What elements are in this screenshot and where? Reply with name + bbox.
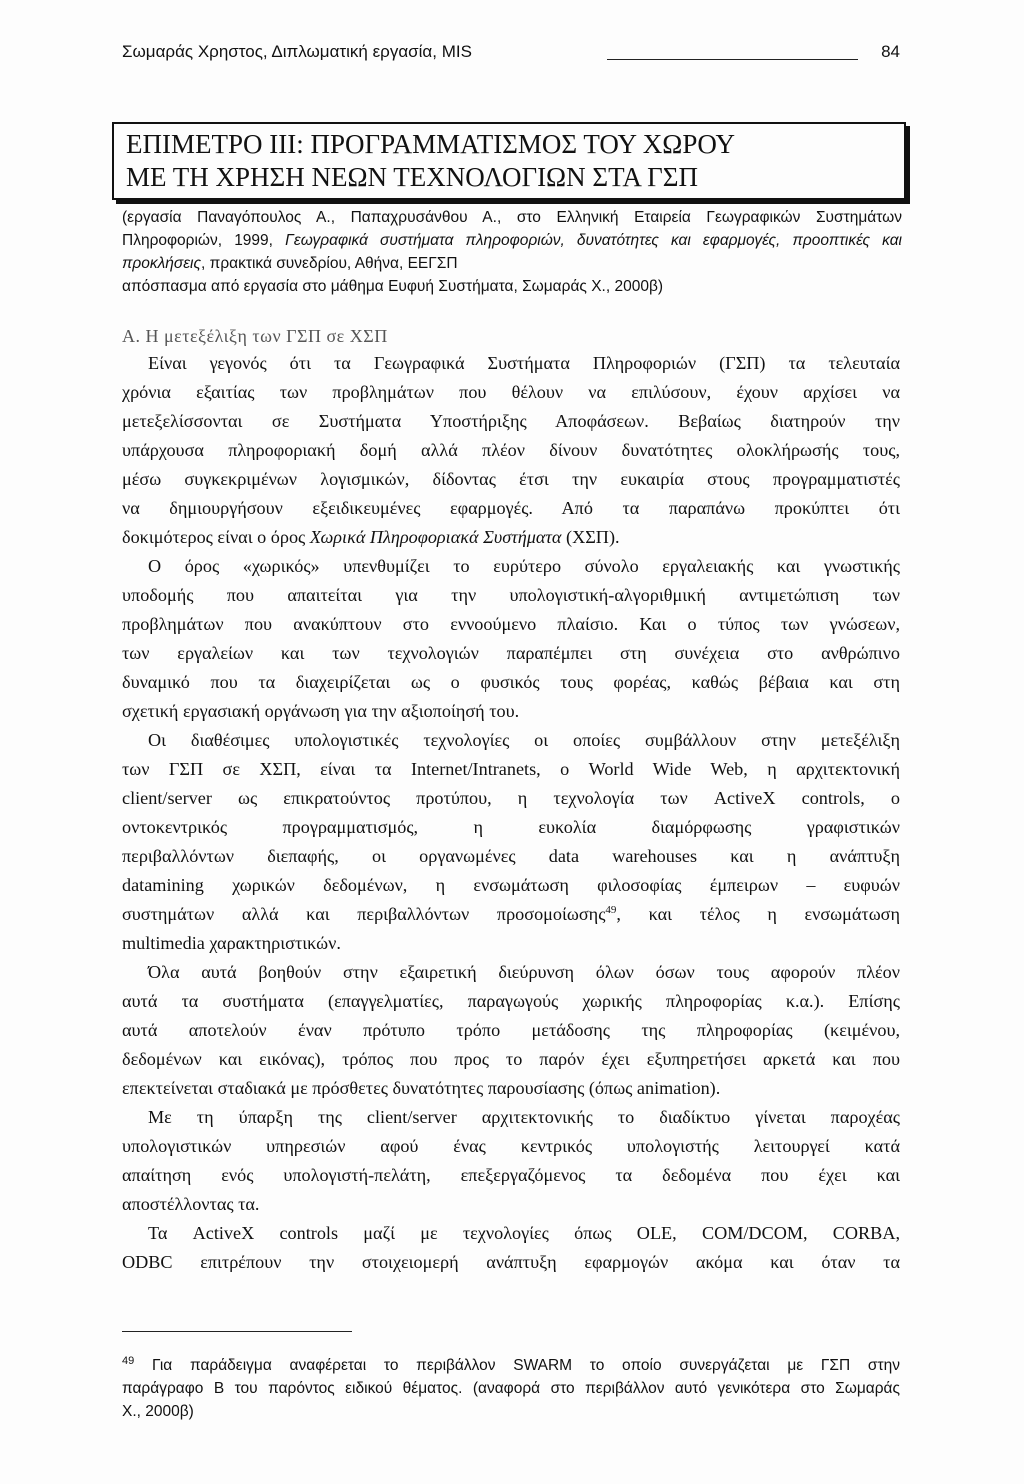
body-line: δεδομένων και εικόνας), τρόπος που προς το παρόν έχει εξυπηρετήσει αρκετά και που — [122, 1049, 900, 1069]
body-line: Οι διαθέσιμες υπολογιστικές τεχνολογίες οι οποίες συμβάλλουν στην μετεξέλιξη — [148, 730, 900, 750]
source-note — [122, 206, 902, 298]
body-line: υπολογιστικών υπηρεσιών αφού ένας κεντρικός υπολογιστής λειτουργεί κατά — [122, 1136, 900, 1156]
body-line: αυτά αποτελούν έναν πρότυπο τρόπο μετάδοσης της πληροφορίας (κειμένου, — [122, 1020, 900, 1040]
body-line: μετεξελίσσονται σε Συστήματα Υποστήριξης Αποφάσεων. Βεβαίως διατηρούν την — [122, 411, 900, 431]
body-line: δυναμικό που τα διαχειρίζεται ως ο φυσικός τους φορέας, καθώς βέβαια και στη — [122, 672, 900, 692]
body-text — [122, 349, 900, 1277]
body-line: υποδομής που απαιτείται για την υπολογιστική-αλγοριθμική αντιμετώπιση των — [122, 585, 900, 605]
source-book-title: Γεωγραφικά συστήματα πληροφοριών, δυνατότητες και εφαρμογές, προοπτικές και — [285, 232, 902, 249]
source-line-4: απόσπασμα από εργασία στο μάθημα Ευφυή Συστήματα, Σωμαράς Χ., 2000β) — [122, 278, 664, 295]
source-book-title-end: προκλήσεις — [122, 255, 202, 272]
body-line: των εργαλείων και των τεχνολογιών παραπέμπει στη συνέχεια στο ανθρώπινο — [122, 643, 900, 663]
body-line: datamining χωρικών δεδομένων, η ενσωμάτωση φιλοσοφίας έμπειρων – ευφυών — [122, 875, 900, 895]
body-line: Ο όρος «χωρικός» υπενθυμίζει το ευρύτερο σύνολο εργαλειακής και γνωστικής — [148, 556, 900, 576]
page-number: 84 — [881, 42, 900, 61]
chapter-title-box — [112, 122, 906, 200]
running-header — [122, 42, 900, 66]
footnote-rule — [122, 1331, 352, 1332]
source-line-2 — [122, 229, 902, 252]
source-line-1: (εργασία Παναγόπουλος Α., Παπαχρυσάνθου Α., στο Ελληνική Εταιρεία Γεωγραφικών Συστημάτων — [122, 209, 902, 226]
body-line-part: (ΧΣΠ). — [561, 527, 620, 547]
header-rule — [607, 59, 858, 60]
body-line: μέσω συγκεκριμένων λογισμικών, δίδοντας έτσι την ευκαιρία στους προγραμματιστές — [122, 469, 900, 489]
source-line-3 — [122, 252, 902, 275]
body-line — [122, 900, 900, 929]
chapter-title-line-2: ΜΕ ΤΗ ΧΡΗΣΗ ΝΕΩΝ ΤΕΧΝΟΛΟΓΙΩΝ ΣΤΑ ΓΣΠ — [126, 162, 698, 192]
footnote-line-3: Χ., 2000β) — [122, 1403, 194, 1420]
source-line-2-a: Πληροφοριών, 1999, — [122, 232, 286, 249]
body-line: προβλημάτων που ανακύπτουν στο εννοούμενο πλαίσιο. Και ο τύπος των γνώσεων, — [122, 614, 900, 634]
source-line-3-b: , πρακτικά συνεδρίου, Αθήνα, ΕΕΓΣΠ — [201, 255, 458, 272]
body-line: ODBC επιτρέπουν την στοιχειομερή ανάπτυξη εφαρμογών ακόμα και όταν τα — [122, 1252, 900, 1272]
body-line-part: συστημάτων αλλά και περιβαλλόντων προσομοίωσης — [122, 904, 606, 924]
body-line: αυτά τα συστήματα (επαγγελματίες, παραγωγούς χωρικής πληροφορίας κ.α.). Επίσης — [122, 991, 900, 1011]
body-line-part: , και τέλος η ενσωμάτωση — [616, 904, 900, 924]
body-line: αποστέλλοντας τα. — [122, 1194, 260, 1214]
body-line: οντοκεντρικός προγραμματισμός, η ευκολία διαμόρφωσης γραφιστικών — [122, 817, 900, 837]
body-line: client/server ως επικρατούντος προτύπου, η τεχνολογία των ActiveX controls, ο — [122, 788, 900, 808]
footnote-marker: 49 — [122, 1354, 135, 1367]
body-line: απαίτηση ενός υπολογιστή-πελάτη, επεξεργαζόμενος τα δεδομένα που έχει και — [122, 1165, 900, 1185]
body-line: Με τη ύπαρξη της client/server αρχιτεκτονικής το διαδίκτυο γίνεται παροχέας — [148, 1107, 900, 1127]
body-line: Είναι γεγονός ότι τα Γεωγραφικά Συστήματα Πληροφοριών (ΓΣΠ) τα τελευταία — [148, 353, 900, 373]
body-line: των ΓΣΠ σε ΧΣΠ, είναι τα Internet/Intranets, ο World Wide Web, η αρχιτεκτονική — [122, 759, 900, 779]
body-line: επεκτείνεται σταδιακά με πρόσθετες δυνατότητες παρουσίασης (όπως animation). — [122, 1078, 721, 1098]
footnote-line-1 — [122, 1354, 900, 1377]
body-line: υπάρχουσα πληροφοριακή δομή αλλά πλέον δίνουν δυνατότητες ολοκλήρωσής τους, — [122, 440, 900, 460]
body-line: να δημιουργήσουν εξειδικευμένες εφαρμογές. Από τα παραπάνω προκύπτει ότι — [122, 498, 900, 518]
footnote — [122, 1354, 900, 1423]
body-line: Τα ActiveX controls μαζί με τεχνολογίες όπως OLE, COM/DCOM, CORBA, — [148, 1223, 900, 1243]
footnote-reference: 49 — [605, 903, 617, 916]
footnote-text: Για παράδειγμα αναφέρεται το περιβάλλον SWARM το οποίο συνεργάζεται με ΓΣΠ στην — [134, 1357, 900, 1374]
chapter-title-line-1: ΕΠΙΜΕΤΡΟ ΙΙΙ: ΠΡΟΓΡΑΜΜΑΤΙΣΜΟΣ ΤΟΥ ΧΩΡΟΥ — [126, 129, 736, 159]
body-italic-term: Χωρικά Πληροφοριακά Συστήματα — [309, 527, 562, 547]
body-line: σχετική εργασιακή οργάνωση για την αξιοποίησή του. — [122, 701, 520, 721]
body-line: χρόνια εξαιτίας των προβλημάτων που θέλουν να επιλύσουν, έχουν αρχίσει να — [122, 382, 900, 402]
body-line: multimedia χαρακτηριστικών. — [122, 933, 341, 953]
body-line-part: δοκιμότερος είναι ο όρος — [122, 527, 310, 547]
body-line — [122, 523, 900, 552]
body-line: περιβαλλόντων διεπαφής, οι οργανωμένες data warehouses και η ανάπτυξη — [122, 846, 900, 866]
section-heading: Α. Η μετεξέλιξη των ΓΣΠ σε ΧΣΠ — [122, 326, 388, 346]
body-line: Όλα αυτά βοηθούν στην εξαιρετική διεύρυνση όλων όσων τους αφορούν πλέον — [148, 962, 900, 982]
footnote-line-2: παράγραφο Β του παρόντος ειδικού θέματος. (αναφορά στο περιβάλλον αυτό γενικότερα στο Σωμαράς — [122, 1380, 900, 1397]
running-title: Σωμαράς Χρηστος, Διπλωματική εργασία, MIS — [122, 42, 472, 61]
